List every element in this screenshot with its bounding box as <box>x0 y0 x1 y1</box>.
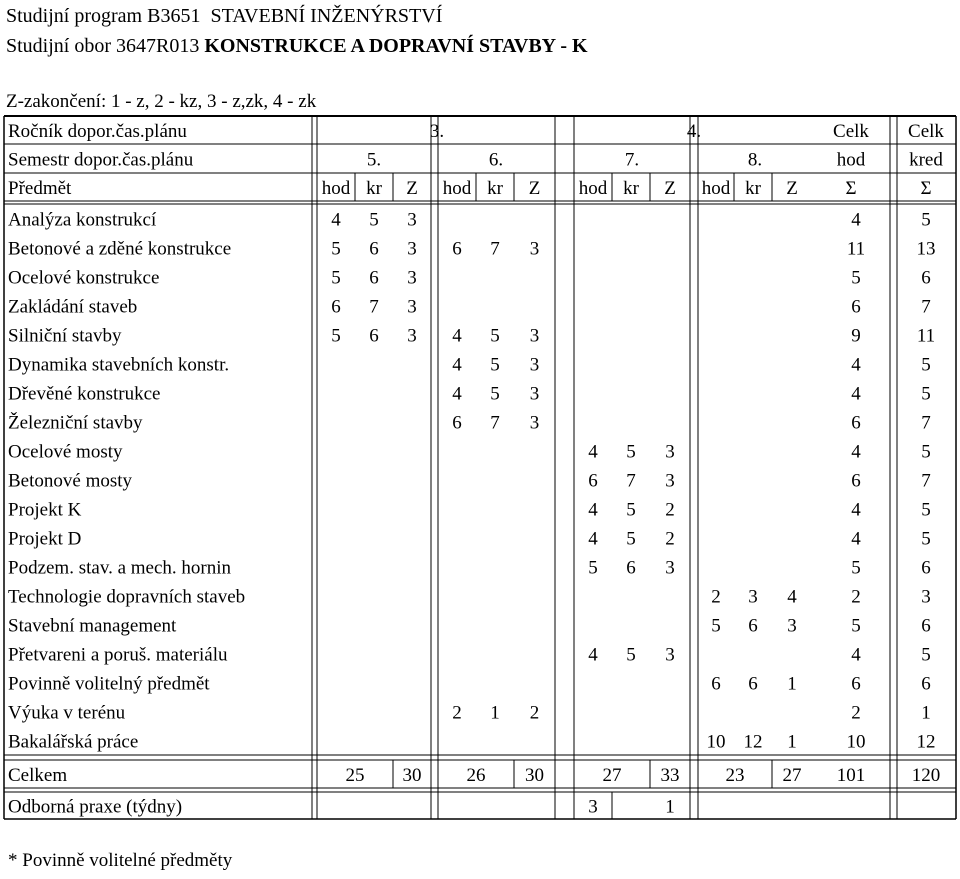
subject-cell: 6 <box>452 238 462 260</box>
subject-cell: 2 <box>665 499 675 521</box>
subject-cell: 3 <box>407 325 417 347</box>
celkem-label: Celkem <box>8 765 68 786</box>
subject-name: Silniční stavby <box>8 325 122 347</box>
subject-cell: 2 <box>452 702 462 724</box>
subject-name: Bakalářská práce <box>8 731 139 753</box>
row-total-hod: 5 <box>851 557 861 579</box>
row-total-kred: 5 <box>921 209 931 231</box>
row-total-kred: 6 <box>921 673 931 695</box>
subject-cell: 5 <box>331 325 341 347</box>
sub-header: Z <box>406 178 418 199</box>
subject-cell: 6 <box>369 267 379 289</box>
sigma-hod: Σ <box>845 178 857 199</box>
subject-cell: 6 <box>331 296 341 318</box>
row-total-kred: 1 <box>921 702 931 724</box>
subject-cell: 1 <box>490 702 500 724</box>
subject-name: Betonové mosty <box>8 470 133 492</box>
row-total-kred: 3 <box>921 586 931 608</box>
row-total-hod: 2 <box>851 702 861 724</box>
celkem-value: 25 <box>345 765 365 786</box>
subject-cell: 3 <box>665 470 675 492</box>
obor-name: KONSTRUKCE A DOPRAVNÍ STAVBY - K <box>204 35 588 57</box>
row-total-kred: 7 <box>921 470 931 492</box>
subject-cell: 3 <box>665 644 675 666</box>
subject-cell: 7 <box>626 470 636 492</box>
subject-cell: 7 <box>490 238 500 260</box>
sub-header: hod <box>442 178 472 199</box>
subject-cell: 12 <box>743 731 763 753</box>
predmet-label: Předmět <box>8 178 72 199</box>
subject-cell: 4 <box>452 354 462 376</box>
subject-cell: 3 <box>529 383 540 405</box>
celkem-value: 26 <box>466 765 486 786</box>
subject-cell: 3 <box>529 325 540 347</box>
sigma-kred: Σ <box>920 178 932 199</box>
subject-cell: 4 <box>588 499 598 521</box>
subject-cell: 4 <box>588 528 598 550</box>
zakonceni-legend: Z-zakončení: 1 - z, 2 - kz, 3 - z,zk, 4 - zk <box>6 91 317 112</box>
subject-cell: 5 <box>588 557 598 579</box>
subject-cell: 3 <box>665 557 675 579</box>
subject-cell: 3 <box>407 209 417 231</box>
subject-cell: 2 <box>711 586 721 608</box>
subject-cell: 1 <box>787 673 797 695</box>
row-total-kred: 5 <box>921 441 931 463</box>
subject-cell: 5 <box>626 644 636 666</box>
subject-cell: 3 <box>787 615 797 637</box>
subject-name: Železniční stavby <box>8 412 143 434</box>
semestr-value: 7. <box>624 149 640 171</box>
subject-cell: 2 <box>529 702 540 724</box>
subject-cell: 2 <box>665 528 675 550</box>
row-total-kred: 12 <box>916 731 936 753</box>
celkem-kred: 120 <box>911 765 941 786</box>
subject-cell: 10 <box>706 731 726 753</box>
subject-name: Projekt D <box>8 528 82 550</box>
row-total-kred: 7 <box>921 412 931 434</box>
row-total-kred: 7 <box>921 296 931 318</box>
subject-cell: 1 <box>787 731 797 753</box>
subject-cell: 6 <box>452 412 462 434</box>
celkem-value: 30 <box>525 765 544 786</box>
subject-cell: 7 <box>490 412 500 434</box>
sub-header: kr <box>623 178 639 199</box>
subject-cell: 4 <box>452 325 462 347</box>
row-total-hod: 6 <box>851 673 861 695</box>
subject-name: Projekt K <box>8 499 82 521</box>
celkem-value: 27 <box>602 765 622 786</box>
rocnik-label: Ročník dopor.čas.plánu <box>8 121 187 142</box>
praxe-value: 1 <box>665 796 675 818</box>
subject-cell: 6 <box>369 238 379 260</box>
program-name: STAVEBNÍ INŽENÝRSTVÍ <box>210 5 443 27</box>
row-total-hod: 6 <box>851 296 861 318</box>
subject-name: Ocelové mosty <box>8 441 123 463</box>
subject-cell: 6 <box>588 470 598 492</box>
celkem-value: 27 <box>782 765 802 786</box>
subject-cell: 5 <box>490 354 500 376</box>
subject-name: Výuka v terénu <box>8 702 126 724</box>
subject-cell: 3 <box>407 238 417 260</box>
subject-name: Betonové a zděné konstrukce <box>8 238 232 260</box>
praxe-value: 3 <box>588 796 598 818</box>
subject-cell: 6 <box>748 615 758 637</box>
subject-name: Podzem. stav. a mech. hornin <box>8 557 232 579</box>
subject-cell: 6 <box>748 673 758 695</box>
celkem-value: 23 <box>725 765 745 786</box>
row-total-hod: 4 <box>851 499 861 521</box>
sub-header: kr <box>745 178 761 199</box>
subject-cell: 5 <box>490 383 500 405</box>
row-total-hod: 4 <box>851 383 861 405</box>
subject-cell: 5 <box>626 499 636 521</box>
subject-cell: 3 <box>407 267 417 289</box>
row-total-hod: 10 <box>846 731 866 753</box>
subject-cell: 5 <box>331 267 341 289</box>
row-total-hod: 11 <box>846 238 866 260</box>
sub-header: hod <box>578 178 608 199</box>
obor-prefix: Studijní obor 3647R013 <box>6 35 200 57</box>
row-total-hod: 4 <box>851 528 861 550</box>
semestr-label: Semestr dopor.čas.plánu <box>8 149 194 171</box>
row-total-hod: 6 <box>851 470 861 492</box>
subject-cell: 3 <box>529 412 540 434</box>
subject-cell: 4 <box>787 586 797 608</box>
subject-name: Technologie dopravních staveb <box>8 586 246 608</box>
sub-header: kr <box>487 178 503 199</box>
celkem-hod: 101 <box>836 765 866 786</box>
celk-hod-bottom: hod <box>836 149 866 171</box>
subject-cell: 4 <box>588 441 598 463</box>
subject-name: Analýza konstrukcí <box>8 209 157 231</box>
row-total-kred: 6 <box>921 615 931 637</box>
celkem-value: 33 <box>660 765 680 786</box>
subject-cell: 5 <box>369 209 379 231</box>
row-total-hod: 5 <box>851 615 861 637</box>
subject-cell: 5 <box>626 441 636 463</box>
subject-cell: 6 <box>369 325 379 347</box>
subject-cell: 4 <box>331 209 341 231</box>
semestr-value: 6. <box>488 149 504 171</box>
sub-header: Z <box>786 178 798 199</box>
row-total-hod: 2 <box>851 586 861 608</box>
celkem-value: 30 <box>402 765 422 786</box>
subject-cell: 4 <box>452 383 462 405</box>
subject-cell: 5 <box>711 615 721 637</box>
row-total-kred: 5 <box>921 499 931 521</box>
subject-cell: 3 <box>529 238 540 260</box>
rocnik-value: 3. <box>429 121 445 142</box>
row-total-kred: 5 <box>921 354 931 376</box>
row-total-hod: 9 <box>851 325 861 347</box>
row-total-kred: 6 <box>921 267 931 289</box>
row-total-hod: 6 <box>851 412 861 434</box>
subject-cell: 3 <box>407 296 417 318</box>
row-total-kred: 11 <box>916 325 936 347</box>
semestr-value: 8. <box>747 149 763 171</box>
subject-cell: 6 <box>626 557 636 579</box>
sub-header: hod <box>701 178 731 199</box>
subject-name: Ocelové konstrukce <box>8 267 160 289</box>
row-total-hod: 4 <box>851 441 861 463</box>
rocnik-value: 4. <box>686 121 702 142</box>
subject-cell: 3 <box>748 586 758 608</box>
row-total-hod: 4 <box>851 354 861 376</box>
subject-cell: 5 <box>331 238 341 260</box>
row-total-kred: 5 <box>921 528 931 550</box>
sub-header: Z <box>664 178 676 199</box>
subject-cell: 4 <box>588 644 598 666</box>
sub-header: Z <box>528 178 541 199</box>
program-prefix: Studijní program B3651 <box>6 5 201 27</box>
row-total-kred: 13 <box>916 238 936 260</box>
row-total-kred: 5 <box>921 383 931 405</box>
subject-name: Dřevěné konstrukce <box>8 383 161 405</box>
sub-header: kr <box>366 178 382 199</box>
subject-cell: 5 <box>626 528 636 550</box>
footnote: * Povinně volitelné předměty <box>8 850 233 871</box>
row-total-kred: 5 <box>921 644 931 666</box>
subject-name: Zakládání staveb <box>8 296 138 318</box>
celk-kred-bottom: kred <box>909 149 943 171</box>
subject-name: Dynamika stavebních konstr. <box>8 354 230 376</box>
subject-cell: 3 <box>529 354 540 376</box>
row-total-hod: 5 <box>851 267 861 289</box>
celk-kred-top: Celk <box>908 121 944 142</box>
semestr-value: 5. <box>366 149 382 171</box>
subject-cell: 3 <box>665 441 675 463</box>
celk-hod-top: Celk <box>833 121 869 142</box>
subject-cell: 6 <box>711 673 721 695</box>
subject-name: Stavební management <box>8 615 177 637</box>
subject-name: Povinně volitelný předmět <box>8 673 210 695</box>
row-total-kred: 6 <box>921 557 931 579</box>
subject-cell: 7 <box>369 296 379 318</box>
subject-cell: 5 <box>490 325 500 347</box>
subject-name: Přetvareni a poruš. materiálu <box>8 644 228 666</box>
sub-header: hod <box>321 178 351 199</box>
row-total-hod: 4 <box>851 644 861 666</box>
praxe-label: Odborná praxe (týdny) <box>8 796 183 818</box>
row-total-hod: 4 <box>851 209 861 231</box>
